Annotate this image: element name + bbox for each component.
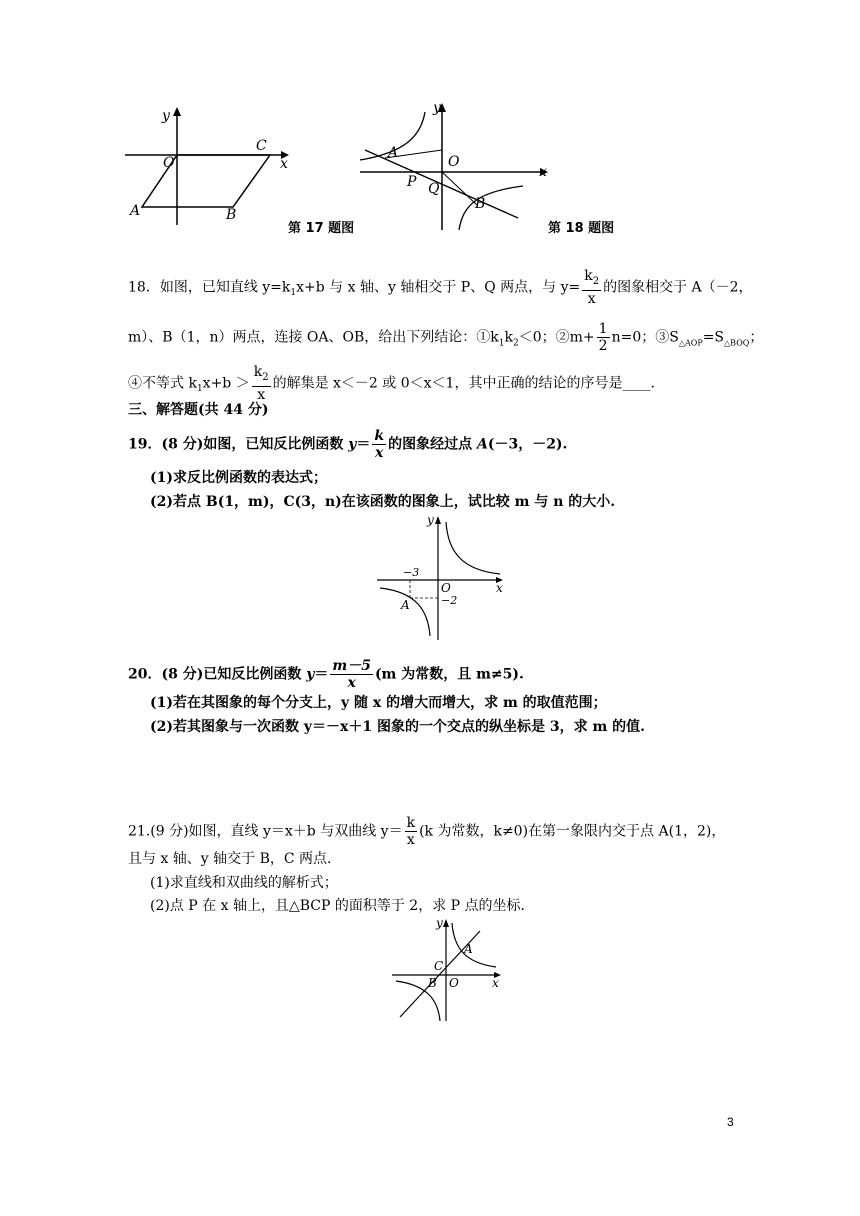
fig19-label-o: O (441, 581, 451, 595)
fig18-caption: 第 18 题图 (548, 221, 615, 236)
fig21-label-b: B (428, 976, 437, 990)
q21-fraction: $\frac{k}{x}$ (406, 815, 416, 848)
q21-part-2: (2)点 P 在 x 轴上，且△BCP 的面积等于 2，求 P 点的坐标. (150, 898, 525, 914)
q19-part-2: (2)若点 B(1，m)，C(3，n)在该函数的图象上，试比较 m 与 n 的大小. (150, 494, 616, 510)
fig18-label-a: A (388, 145, 399, 161)
fig18-label-q: Q (428, 181, 440, 197)
fig21-label-a: A (464, 942, 473, 956)
fig19-label-a: A (401, 598, 410, 612)
fig18-label-y: y (433, 100, 441, 116)
q18-fraction-k2-x-2: $\frac{k_2}{x}$ (253, 364, 269, 403)
q21-line-2: 且与 x 轴、y 轴交于 B，C 两点. (128, 851, 332, 867)
fig19-label-neg2: −2 (441, 594, 458, 607)
q20-part-2: (2)若其图象与一次函数 y＝－x＋1 图象的一个交点的纵坐标是 3，求 m 的值. (150, 719, 646, 735)
fig21-label-c: C (434, 959, 444, 973)
section-3-heading: 三、解答题(共 44 分) (128, 402, 269, 418)
q18-line-1: 18．如图，已知直线 $y=k_1x+b$ 与 x 轴、y 轴相交于 P、Q 两点，与 y= $\frac{k_2}{x}$ 的图象相交于 A（－2， (128, 268, 753, 307)
page-number: 3 (727, 1115, 734, 1129)
fig21-label-x: x (492, 976, 499, 990)
fig17-label-c: C (256, 138, 267, 154)
fig18-label-b: B (475, 196, 486, 212)
fig19-label-neg3: −3 (403, 566, 420, 579)
fig18-label-p: P (407, 174, 417, 190)
fig17-caption: 第 17 题图 (288, 221, 355, 236)
figure-19 (372, 512, 512, 642)
q19-fraction: $\frac{k}{x}$ (374, 428, 385, 461)
fig17-label-y: y (162, 108, 170, 124)
fig21-label-o: O (449, 976, 459, 990)
q18-line-3: ④不等式 $k_1x+b$ ＞ $\frac{k_2}{x}$ 的解集是 x＜－2 或 0＜x＜1，其中正确的结论的序号是____. (128, 364, 655, 403)
fig17-label-b: B (226, 207, 237, 223)
figure-21 (388, 915, 508, 1025)
figure-17 (120, 100, 300, 230)
q18-line-2: m）、B（1，n）两点，连接 OA、OB，给出下列结论：$①k_1k_2<0$；②m+ $\frac{1}{2}$ n=0；$③S_{\triangle AOP}=S_{\triangle BOQ}$； (128, 321, 764, 354)
fig19-label-x: x (496, 581, 503, 595)
q20-fraction: $\frac{m-5}{x}$ (332, 658, 371, 691)
q19-part-1: (1)求反比例函数的表达式； (150, 470, 327, 486)
fig17-label-o: O (163, 155, 175, 171)
fig21-label-y: y (436, 916, 443, 930)
q19-heading: 19．(8 分)如图，已知反比例函数 y＝ $\frac{k}{x}$ 的图象经过点 A(－3，－2). (128, 428, 568, 461)
figure-18 (355, 100, 555, 235)
q20-part-1: (1)若在其图象的每个分支上，y 随 x 的增大而增大，求 m 的取值范围； (150, 695, 607, 711)
q20-heading: 20．(8 分)已知反比例函数 y＝ $\frac{m-5}{x}$ (m 为常数，且 m≠5). (128, 658, 524, 691)
fig18-label-o: O (448, 154, 460, 170)
q18-fraction-half: $\frac{1}{2}$ (598, 321, 608, 354)
q18-fraction-k2-x: $\frac{k_2}{x}$ (584, 268, 600, 307)
fig19-label-y: y (427, 513, 434, 527)
fig18-label-x: x (539, 164, 547, 180)
q21-heading: 21.(9 分)如图，直线 y＝x＋b 与双曲线 y＝ $\frac{k}{x}$ (k 为常数，k≠0)在第一象限内交于点 A(1，2)， (128, 815, 726, 848)
fig17-label-x: x (280, 156, 288, 172)
fig17-label-a: A (130, 203, 141, 219)
q21-part-1: (1)求直线和双曲线的解析式； (150, 875, 338, 891)
